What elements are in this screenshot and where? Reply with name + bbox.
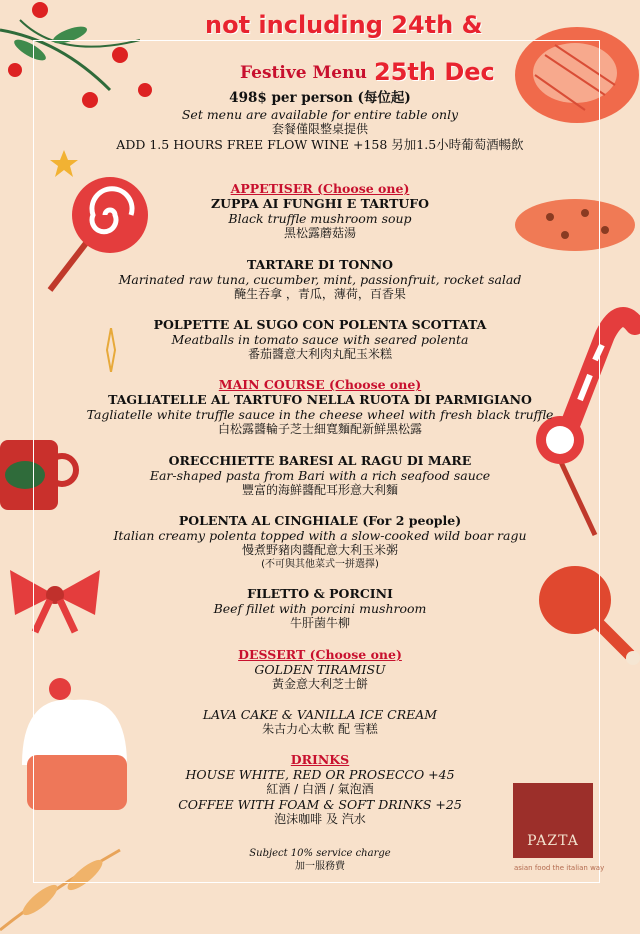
main-item-4 [40,586,600,631]
menu-item-name: TAGLIATELLE AL TARTUFO NELLA RUOTA DI PARMIGIANO [108,392,532,407]
dessert-section [40,647,600,692]
menu-item-name: TARTARE DI TONNO [246,257,394,272]
menu-item-name: GOLDEN TIRAMISU [254,662,386,677]
menu-item-zh: 白松露醬輪子芝士細寬麵配新鮮黑松露 [217,422,422,436]
main-course-section [40,377,600,437]
menu-item-zh: 醃生吞拿 ，青瓜，薄荷，百香果 [234,287,406,301]
menu-item-desc: Ear-shaped pasta from Bari with a rich seafood sauce [149,468,491,483]
logo-tagline: asian food the italian way [514,864,605,872]
menu-item-name: HOUSE WHITE, RED OR PROSECCO +45 [185,767,455,782]
menu-item-zh: 牛肝菌牛柳 [289,616,350,630]
menu-item-zh: 朱古力心太軟 配 雪糕 [262,722,378,736]
main-item-2 [40,453,600,498]
price: 498$ per person (每位起) [229,90,411,106]
appetiser-item-2 [40,257,600,302]
drinks-heading: DRINKS [290,752,350,767]
banner-line1: not including 24th & [205,11,483,39]
menu-item-zh: 黑松露蘑菇湯 [283,226,356,240]
logo-text: PAZTA [527,833,579,849]
dessert-item-2 [40,707,600,737]
menu-item-name: LAVA CAKE & VANILLA ICE CREAM [202,707,438,722]
appetiser-item-3 [40,317,600,362]
menu-item-zh: 黃金意大利芝士餅 [271,677,368,691]
set-note-en: Set menu are available for entire table only [181,107,459,122]
main-course-heading: MAIN COURSE (Choose one) [218,377,422,392]
menu-item-note: (不可與其他菜式一拼選擇) [261,559,379,570]
service-charge-en: Subject 10% service charge [249,848,391,859]
menu-item-desc: Italian creamy polenta topped with a slow-cooked wild boar ragu [113,528,527,543]
set-note-zh: 套餐僅限整桌提供 [271,122,368,136]
menu-title: Festive Menu [240,63,367,83]
menu-item-desc: Beef fillet with porcini mushroom [213,601,427,616]
service-charge-zh: 加一服務費 [295,861,345,872]
menu-item-zh: 紅酒 / 白酒 / 氣泡酒 [266,782,374,796]
menu-item-desc: Marinated raw tuna, cucumber, mint, passionfruit, rocket salad [118,272,522,287]
menu-item-desc: Meatballs in tomato sauce with seared polenta [171,332,469,347]
menu-item-name: ZUPPA AI FUNGHI E TARTUFO [210,196,430,211]
menu-item-zh: 泡沫咖啡 及 汽水 [274,812,366,826]
menu-item-zh: 番茄醬意大利肉丸配玉米糕 [247,347,392,361]
menu-item-desc: Tagliatelle white truffle sauce in the cheese wheel with fresh black truffle [86,407,554,422]
intro-block [40,90,600,152]
menu-item-name: POLENTA AL CINGHIALE (For 2 people) [178,513,462,528]
main-item-3 [40,513,600,571]
menu-item-name: POLPETTE AL SUGO CON POLENTA SCOTTATA [153,317,487,332]
menu-item-name: FILETTO & PORCINI [247,586,393,601]
banner-line2: 25th Dec [374,58,495,86]
menu-item-name: ORECCHIETTE BARESI AL RAGU DI MARE [168,453,472,468]
dessert-heading: DESSERT (Choose one) [238,647,402,662]
menu-item-name: COFFEE WITH FOAM & SOFT DRINKS +25 [178,797,462,812]
appetiser-heading: APPETISER (Choose one) [230,181,410,196]
menu-item-zh: 豐富的海鮮醬配耳形意大利麵 [241,483,398,497]
menu-item-desc: Black truffle mushroom soup [228,211,412,226]
wine-note: ADD 1.5 HOURS FREE FLOW WINE +158 另加1.5小時葡萄酒暢飲 [116,137,524,152]
menu-item-zh: 慢煮野豬肉醬配意大利玉米粥 [241,543,398,557]
appetiser-section [40,181,600,241]
pazta-logo [513,783,593,858]
